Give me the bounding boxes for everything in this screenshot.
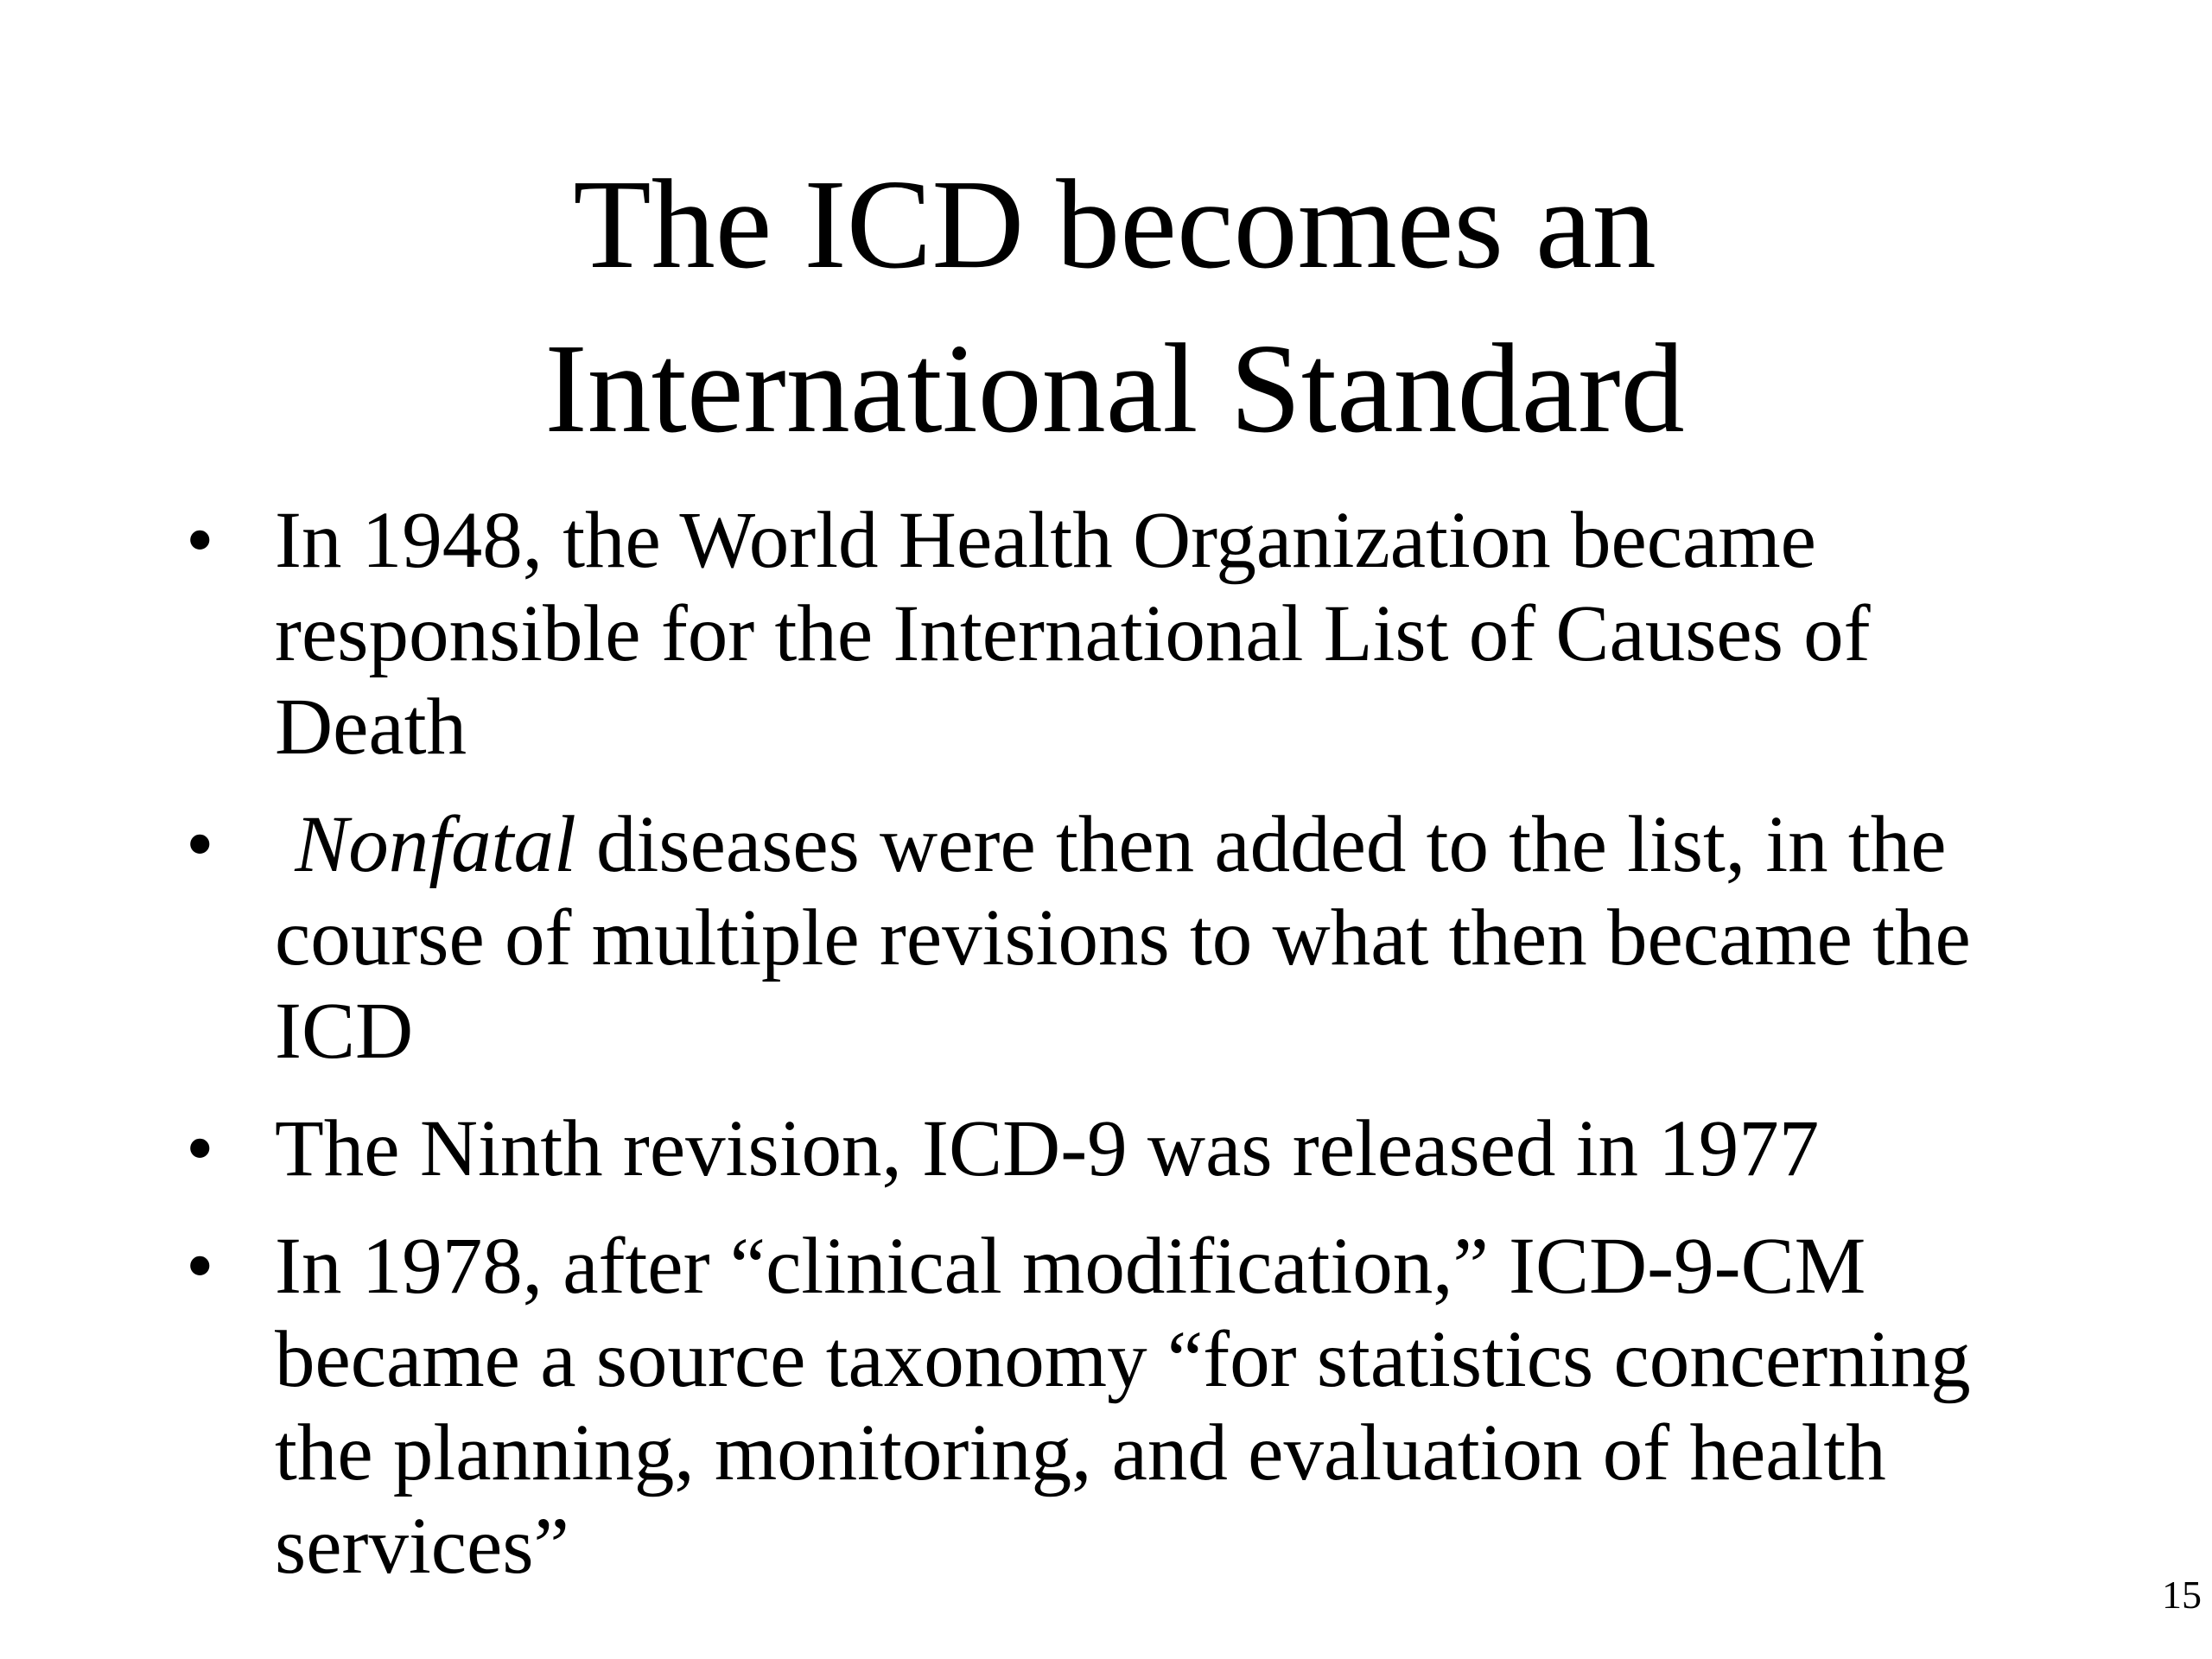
- bullet-text: In 1948, the World Health Organization became responsible for the International List of Causes of Death: [275, 496, 1871, 772]
- bullet-item: [186, 494, 2069, 774]
- bullet-dot: •: [186, 496, 214, 585]
- slide-title-line-1: The ICD becomes an: [573, 154, 1656, 296]
- slide-title-line-2: International Standard: [544, 318, 1685, 460]
- bullet-list: [186, 494, 2069, 1618]
- bullet-dot: •: [186, 1222, 214, 1311]
- slide-title: [0, 143, 2212, 471]
- bullet-dot: •: [186, 1104, 214, 1193]
- bullet-item: [186, 1103, 2069, 1196]
- bullet-italic-word: Nonfatal: [295, 800, 576, 889]
- bullet-text: In 1978, after “clinical modification,” ICD-9-CM became a source taxonomy “for statistics concerning the planning, monitoring, and evaluation of health services”: [275, 1222, 1971, 1591]
- bullet-item: [186, 1220, 2069, 1593]
- page-number: 15: [2162, 1573, 2202, 1617]
- bullet-text: diseases were then added to the list, in the course of multiple revisions to what then became the ICD: [275, 800, 1971, 1076]
- bullet-text: The Ninth revision, ICD-9 was released in 1977: [275, 1104, 1820, 1193]
- bullet-dot: •: [186, 800, 214, 889]
- bullet-item: [186, 798, 2069, 1078]
- bullet-text-leading-space: [275, 800, 295, 889]
